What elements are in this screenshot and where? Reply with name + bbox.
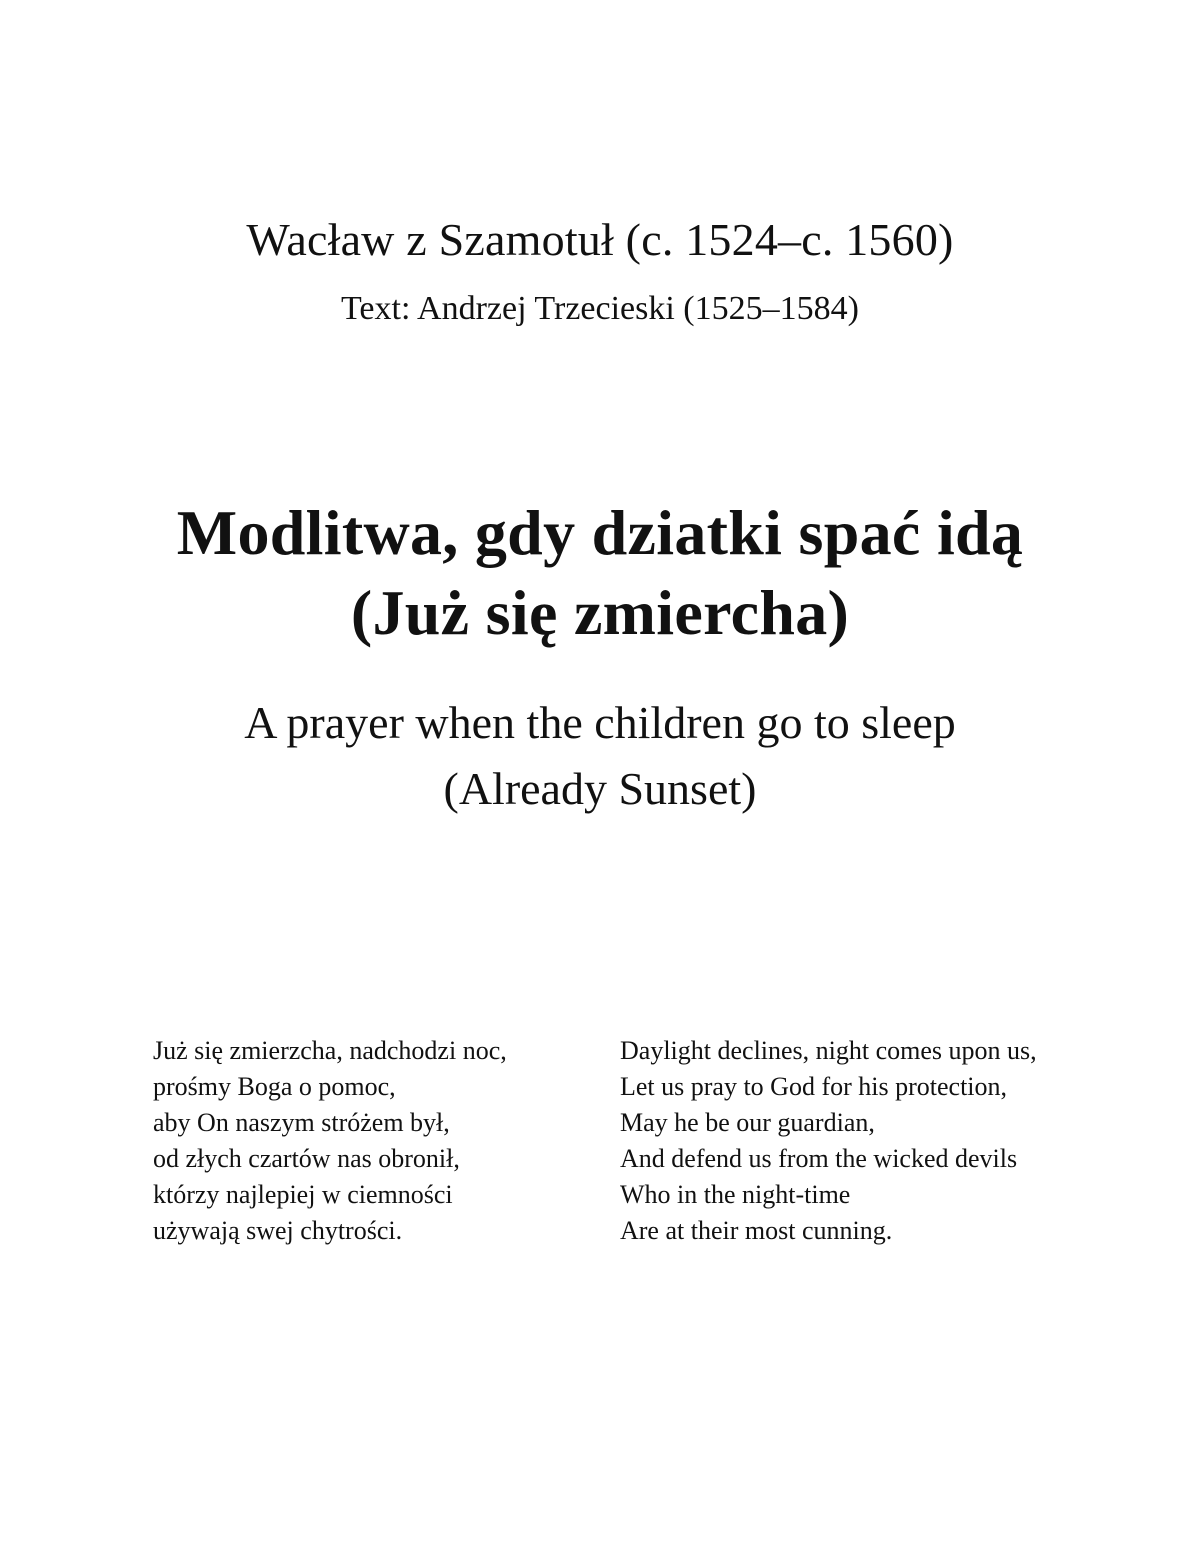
polish-title <box>0 493 1200 653</box>
verse-line: Who in the night-time <box>620 1180 851 1209</box>
polish-verse <box>153 1033 593 1249</box>
english-verse <box>620 1033 1140 1249</box>
verse-line: używają swej chytrości. <box>153 1216 403 1245</box>
polish-title-line: (Już się zmiercha) <box>350 577 850 648</box>
verse-line: May he be our guardian, <box>620 1108 875 1137</box>
polish-title-line: Modlitwa, gdy dziatki spać idą <box>176 497 1024 568</box>
verse-line: prośmy Boga o pomoc, <box>153 1072 396 1101</box>
verse-line: od złych czartów nas obronił, <box>153 1144 460 1173</box>
verse-line: And defend us from the wicked devils <box>620 1144 1018 1173</box>
verse-line: którzy najlepiej w ciemności <box>153 1180 453 1209</box>
english-title-line: (Already Sunset) <box>443 763 757 814</box>
composer-credit: Wacław z Szamotuł (c. 1524–c. 1560) <box>246 214 954 265</box>
english-title <box>0 690 1200 822</box>
verse-line: Daylight declines, night comes upon us, <box>620 1036 1037 1065</box>
verse-line: Are at their most cunning. <box>620 1216 893 1245</box>
verse-line: Let us pray to God for his protection, <box>620 1072 1008 1101</box>
verse-line: aby On naszym stróżem był, <box>153 1108 450 1137</box>
lyricist-credit: Text: Andrzej Trzecieski (1525–1584) <box>341 290 859 327</box>
english-title-line: A prayer when the children go to sleep <box>244 697 956 748</box>
verse-line: Już się zmierzcha, nadchodzi noc, <box>153 1036 507 1065</box>
